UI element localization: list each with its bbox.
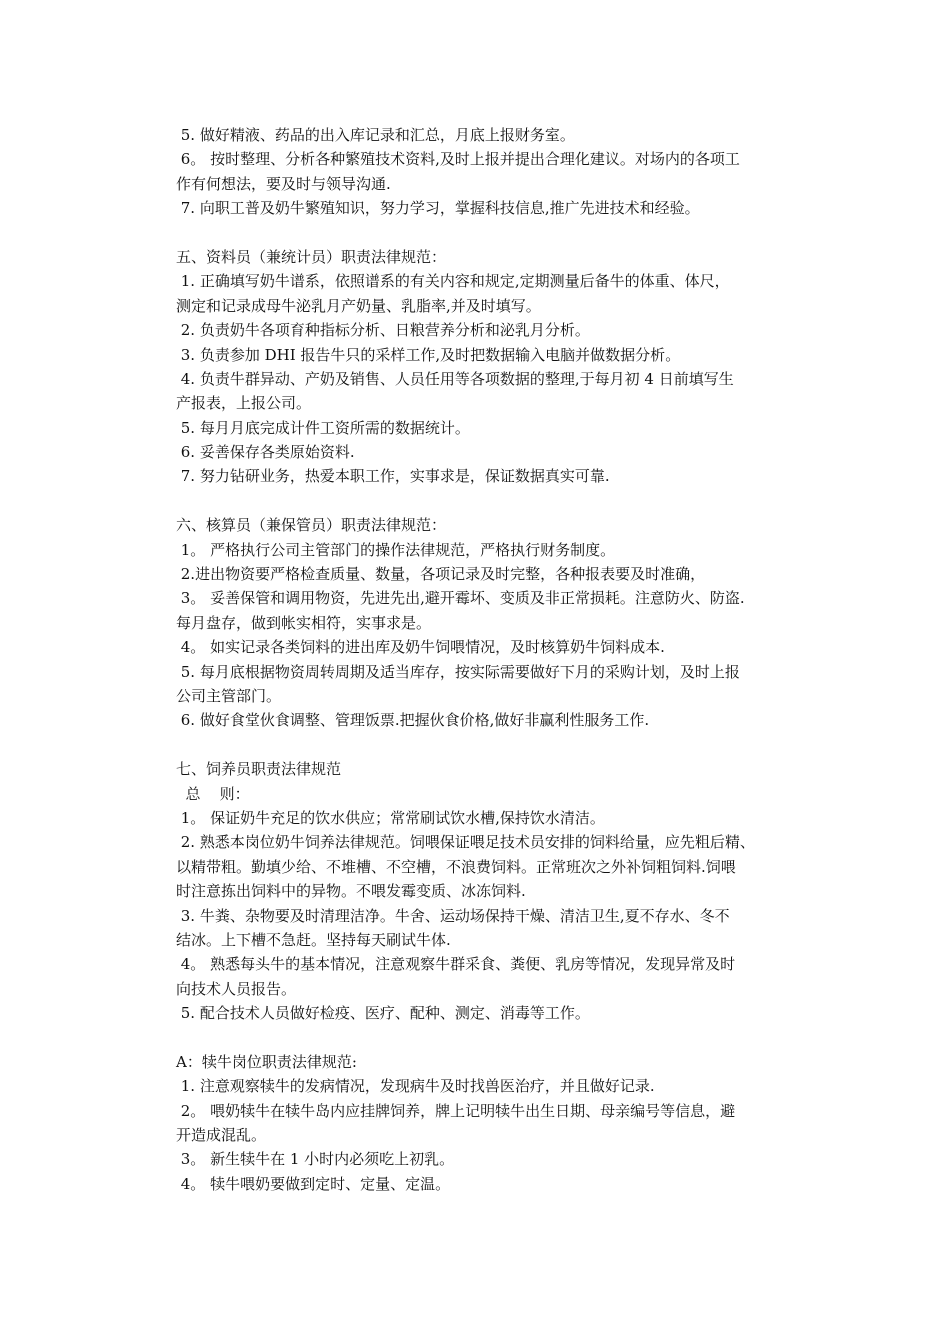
- text-line: 1. 注意观察犊牛的发病情况，发现病牛及时找兽医治疗，并且做好记录.: [176, 1077, 655, 1096]
- blank-line: [176, 489, 816, 513]
- text-line: 测定和记录成母牛泌乳月产奶量、乳脂率,并及时填写。: [176, 296, 541, 315]
- text-line: 3。 新生犊牛在 1 小时内必须吃上初乳。: [176, 1150, 455, 1169]
- text-line: 3. 负责参加 DHI 报告牛只的采样工作,及时把数据输入电脑并做数据分析。: [176, 345, 681, 364]
- text-line: 6. 做好食堂伙食调整、管理饭票.把握伙食价格,做好非赢利性服务工作.: [176, 711, 650, 730]
- text-line: 1. 正确填写奶牛谱系，依照谱系的有关内容和规定,定期测量后备牛的体重、体尺，: [176, 272, 730, 291]
- text-line: 七、饲养员职责法律规范: [176, 760, 342, 779]
- text-line: 公司主管部门。: [176, 686, 282, 705]
- text-line: 总 则：: [176, 784, 250, 803]
- text-line: 4。 如实记录各类饲料的进出库及奶牛饲喂情况，及时核算奶牛饲料成本.: [176, 638, 665, 657]
- text-line: 产报表，上报公司。: [176, 394, 312, 413]
- text-line: A：犊牛岗位职责法律规范:: [176, 1052, 357, 1071]
- text-line: 5. 每月底根据物资周转周期及适当库存，按实际需要做好下月的采购计划，及时上报: [176, 662, 740, 681]
- text-line: 2. 负责奶牛各项育种指标分析、日粮营养分析和泌乳月分析。: [176, 321, 590, 340]
- text-line: 每月盘存，做到帐实相符，实事求是。: [176, 613, 432, 632]
- text-line: 3。 妥善保管和调用物资，先进先出,避开霉坏、变质及非正常损耗。注意防火、防盗.: [176, 589, 745, 608]
- text-line: 7. 向职工普及奶牛繁殖知识，努力学习，掌握科技信息,推广先进技术和经验。: [176, 199, 700, 218]
- text-line: 5. 每月月底完成计件工资所需的数据统计。: [176, 418, 470, 437]
- text-line: 5. 配合技术人员做好检疫、医疗、配种、测定、消毒等工作。: [176, 1004, 590, 1023]
- text-line: 1。 严格执行公司主管部门的操作法律规范，严格执行财务制度。: [176, 540, 616, 559]
- text-line: 2. 熟悉本岗位奶牛饲养法律规范。饲喂保证喂足技术员安排的饲料给量，应先粗后精、: [176, 833, 755, 852]
- text-line: 4。 犊牛喂奶要做到定时、定量、定温。: [176, 1174, 451, 1193]
- text-line: 3. 牛粪、杂物要及时清理洁净。牛舍、运动场保持干燥、清洁卫生,夏不存水、冬不: [176, 906, 730, 925]
- text-line: 2。 喂奶犊牛在犊牛岛内应挂牌饲养，牌上记明犊牛出生日期、母亲编号等信息，避: [176, 1101, 736, 1120]
- text-line: 5. 做好精液、药品的出入库记录和汇总，月底上报财务室。: [176, 126, 575, 144]
- text-line: 作有何想法，要及时与领导沟通.: [176, 174, 391, 193]
- blank-line: [176, 733, 816, 757]
- text-line: 2.进出物资要严格检查质量、数量，各项记录及时完整，各种报表要及时准确，: [176, 565, 706, 584]
- blank-line: [176, 221, 816, 245]
- text-line: 6. 妥善保存各类原始资料.: [176, 443, 355, 462]
- document-body: [176, 123, 816, 1196]
- text-line: 6。 按时整理、分析各种繁殖技术资料,及时上报并提出合理化建议。对场内的各项工: [176, 150, 740, 169]
- text-line: 4. 负责牛群异动、产奶及销售、人员任用等各项数据的整理,于每月初 4 日前填写生: [176, 369, 734, 388]
- text-line: 开造成混乱。: [176, 1126, 267, 1145]
- text-line: 五、资料员（兼统计员）职责法律规范：: [176, 247, 447, 266]
- text-line: 六、核算员（兼保管员）职责法律规范：: [176, 516, 447, 535]
- text-line: 时注意拣出饲料中的异物。不喂发霉变质、冰冻饲料.: [176, 882, 526, 901]
- text-line: 1。 保证奶牛充足的饮水供应；常常刷试饮水槽,保持饮水清洁。: [176, 808, 605, 827]
- text-line: 4。 熟悉每头牛的基本情况，注意观察牛群采食、粪便、乳房等情况，发现异常及时: [176, 955, 736, 974]
- text-line: 向技术人员报告。: [176, 979, 297, 998]
- blank-line: [176, 1025, 816, 1049]
- text-line: 结冰。上下槽不急赶。坚持每天刷试牛体.: [176, 930, 451, 949]
- text-line: 7. 努力钻研业务，热爱本职工作，实事求是，保证数据真实可靠.: [176, 467, 610, 486]
- text-line: 以精带粗。勤填少给、不堆槽、不空槽，不浪费饲料。正常班次之外补饲粗饲料.饲喂: [176, 857, 736, 876]
